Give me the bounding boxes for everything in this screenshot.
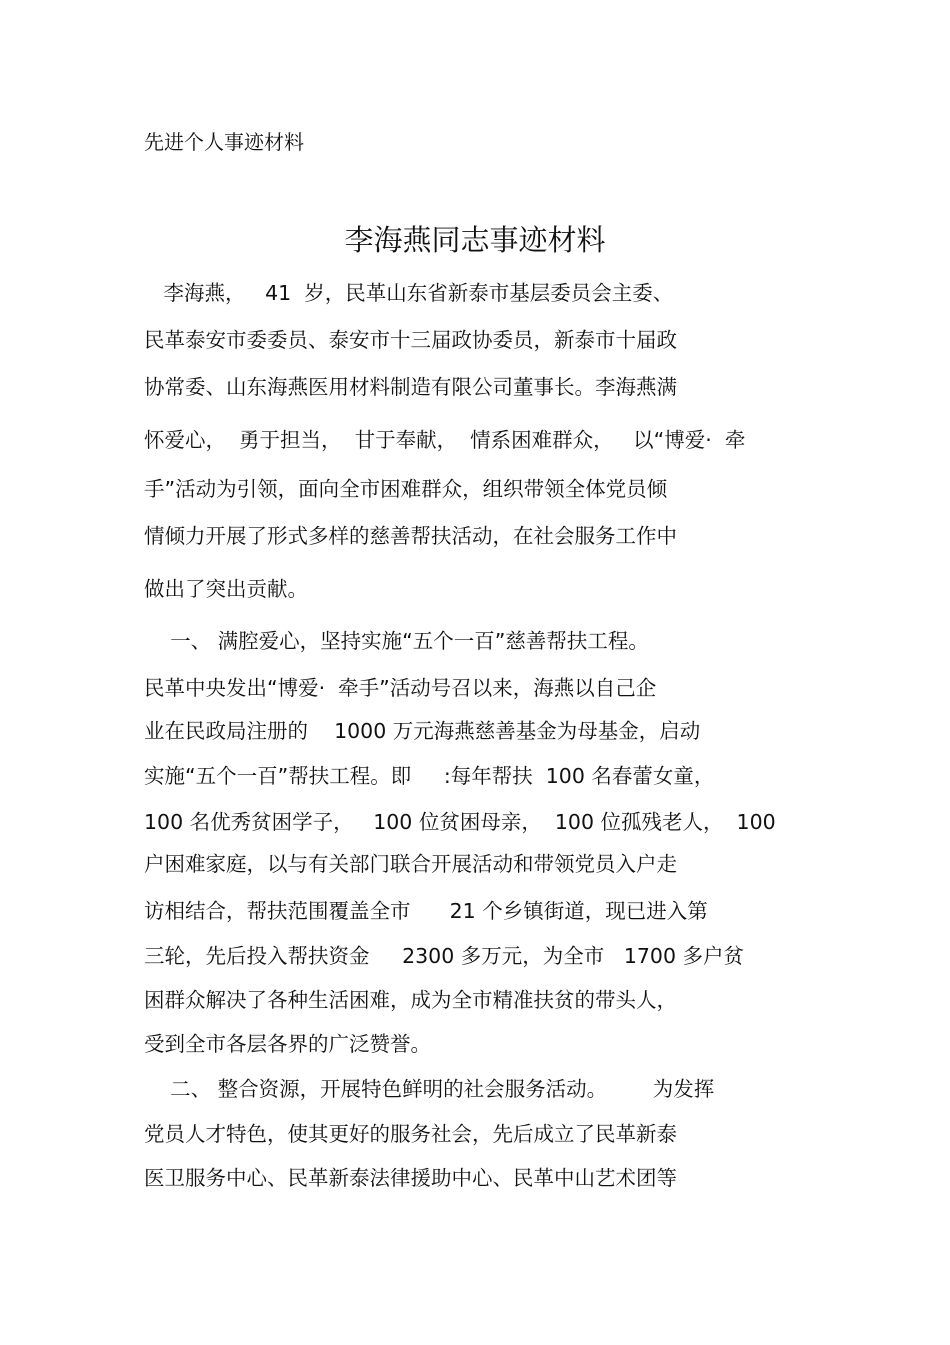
body-line: 二、 整合资源，开展特色鲜明的社会服务活动。 为发挥: [144, 1077, 715, 1101]
body-line: 情倾力开展了形式多样的慈善帮扶活动，在社会服务工作中: [144, 524, 677, 548]
body-line: 访相结合，帮扶范围覆盖全市 21 个乡镇街道，现已进入第: [144, 899, 708, 923]
document-title: 李海燕同志事迹材料: [344, 223, 606, 257]
body-line: 民革中央发出“博爱· 牵手”活动号召以来，海燕以自己企: [144, 676, 657, 700]
header-label: 先进个人事迹材料: [144, 130, 304, 154]
body-line: 受到全市各层各界的广泛赞誉。: [144, 1032, 431, 1056]
body-line: 三轮，先后投入帮扶资金 2300 多万元，为全市 1700 多户贫: [144, 944, 745, 968]
body-line: 党员人才特色，使其更好的服务社会，先后成立了民革新泰: [144, 1122, 677, 1146]
body-line: 怀爱心， 勇于担当， 甘于奉献， 情系困难群众， 以“博爱· 牵: [144, 428, 746, 452]
body-line: 李海燕， 41 岁，民革山东省新泰市基层委员会主委、: [144, 281, 674, 305]
body-line: 一、 满腔爱心，坚持实施“五个一百”慈善帮扶工程。: [144, 629, 649, 653]
body-line: 实施“五个一百”帮扶工程。即 :每年帮扶 100 名春蕾女童，: [144, 764, 715, 788]
body-line: 100 名优秀贫困学子， 100 位贫困母亲， 100 位孤残老人， 100: [144, 810, 776, 834]
body-line: 手”活动为引领，面向全市困难群众，组织带领全体党员倾: [144, 477, 668, 501]
body-line: 民革泰安市委委员、泰安市十三届政协委员，新泰市十届政: [144, 328, 677, 352]
body-line: 户困难家庭，以与有关部门联合开展活动和带领党员入户走: [144, 852, 677, 876]
body-line: 困群众解决了各种生活困难，成为全市精准扶贫的带头人，: [144, 988, 677, 1012]
body-line: 医卫服务中心、民革新泰法律援助中心、民革中山艺术团等: [144, 1166, 677, 1190]
body-line: 协常委、山东海燕医用材料制造有限公司董事长。李海燕满: [144, 375, 677, 399]
body-line: 做出了突出贡献。: [144, 577, 308, 601]
body-line: 业在民政局注册的 1000 万元海燕慈善基金为母基金，启动: [144, 719, 701, 743]
